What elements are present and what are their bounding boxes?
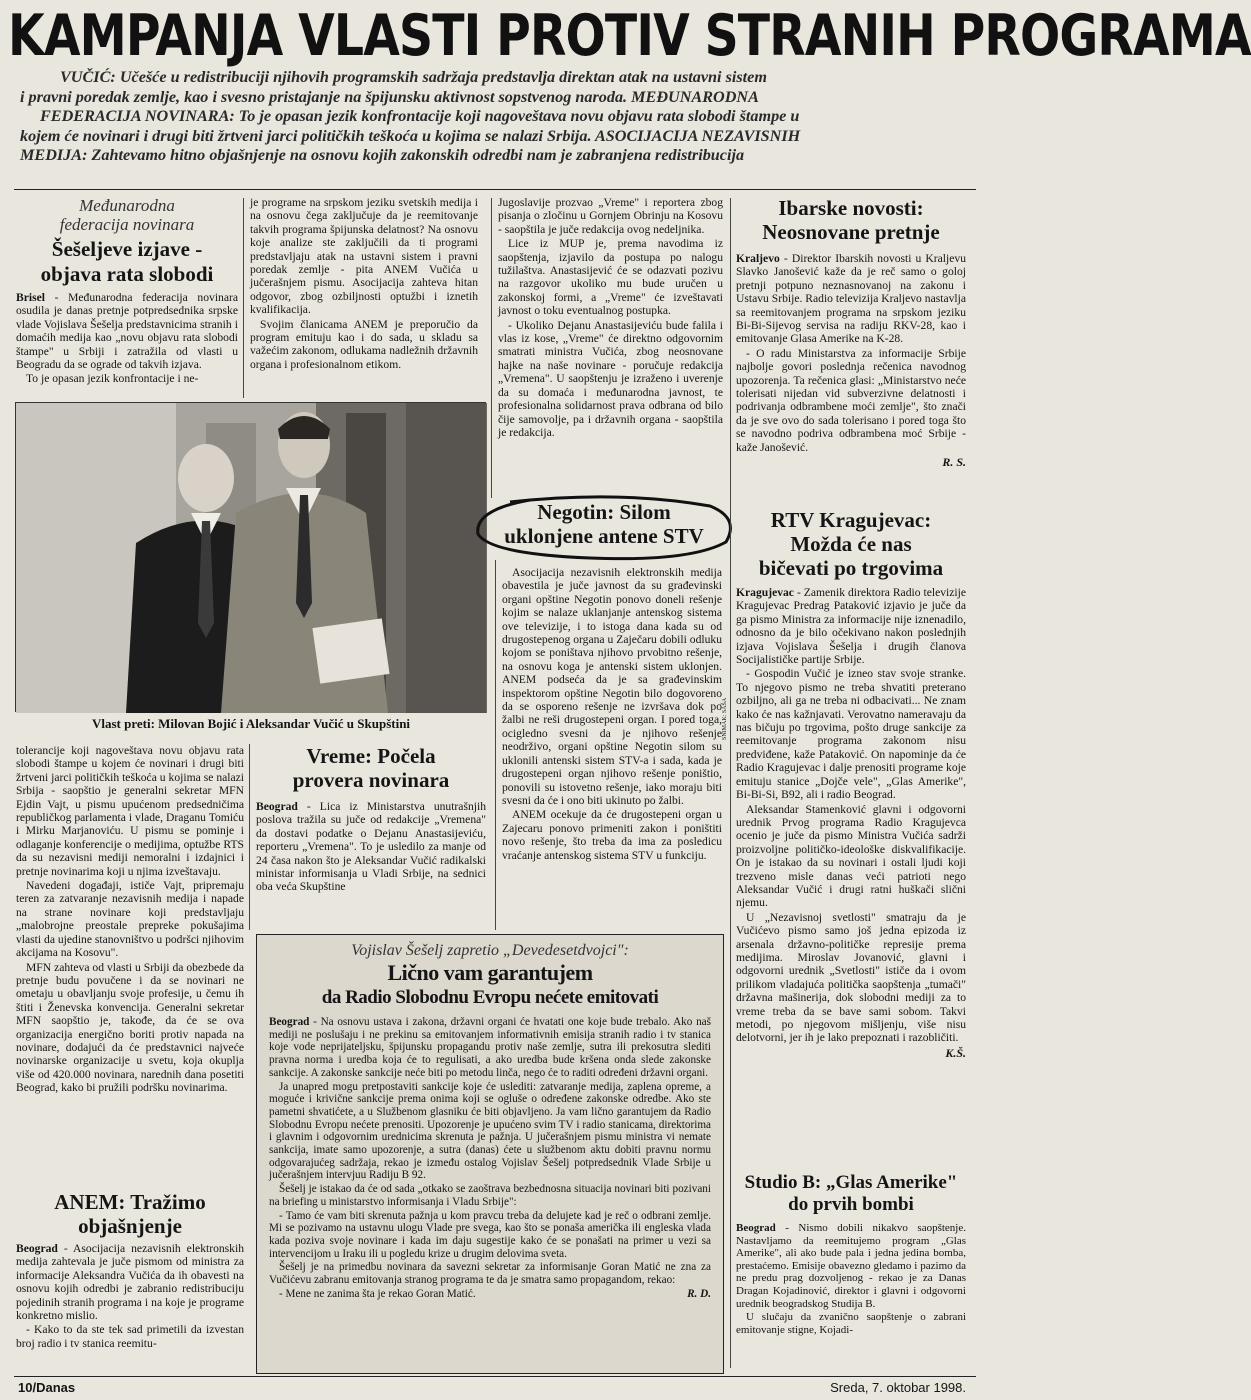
article-title: Šešeljeve izjave -	[51, 237, 203, 261]
article-paragraph: Kragujevac - Zamenik direktora Radio televizije Kragujevac Predrag Pataković izjavio je juče da ga pismo Ministra za informacije nije iznenadilo, odnosno da je bilo očekivano nakon poslednjih izjava Vojislava Šešelja i drugih članova Socijalističke partije Srbije.	[736, 586, 966, 667]
article-mfn-column-1	[16, 196, 238, 400]
article-paragraph: tolerancije koji nagoveštava novu objavu rata slobodi štampe u kojem će novinari i drugi biti žrtveni jarci političkih teškoća u kojima se nalazi Srbija - saopštio je generalni sekretar MFN Ejdin Vajt, u pismu upućenom predsedničima republičkog parlamenta i vlade, Draganu Tomiću i Mirku Marjanoviću. U pismu se pominje i odlaganje konferencije o medijima, optužbe RTS da su nezavisni mediji nemoralni i izdajnici i pretnje novinarima koji u njima izveštavaju.	[16, 744, 244, 878]
article-paragraph: Lice iz MUP je, prema navodima iz saopštenja, izjavilo da postupa po nalogu tužilaštva. Anastasijević će se odazvati pozivu na razgovor ukoliko mu bude uručen u zakonskoj formi, a „Vreme" će izveštavati javnost o toku eventualnog postupka.	[498, 237, 723, 318]
article-kragujevac	[736, 508, 966, 1168]
deck-line-1: VUČIĆ: Učešće u redistribuciji njihovih programskih sadržaja predstavlja direktan atak na ustavni sistem	[60, 68, 767, 86]
photo-image	[16, 403, 487, 713]
headline-deck	[20, 68, 972, 188]
article-paragraph: Aleksandar Stamenković glavni i odgovorni urednik Prvog programa Radio Kragujevca ocenio je juče da pismo Ministra Vučića sadrži proizvoljne političko-ideološke diskvalifikacije. On je istakao da su novinari i ostali ljudi koji trezveno misle danas veći patrioti nego Aleksandar Vučić i drugi ratni huškači slični njemu.	[736, 802, 966, 910]
article-paragraph: Asocijacija nezavisnih elektronskih medija obavestila je juče javnost da su građevinski organi opštine Negotin ponovo doneli rešenje kojim se nalaze uklanjanje antenskog sistema ove televizije, i to istoga dana kada su od drugostepenog organa u Zaječaru dobili odluku kojom se poništava njihovo prvobitno rešenje, na osnovu koga je antenski sistem uklonjen. ANEM podseća da je sa građevinskim inspektorom opštine Negotin bilo dogovoreno da se osporeno rešenje ne izvršava dok po žalbi ne reši drugostepeni organ. I pored toga, ocigledno svesni da je njihovo rešenje neodrživo, organi opštine Negotin silom su uklonili antenski sistem STV-a i sada, kada je drugostepeni organ njihovo rešenje poništio, ponovili su istovetno rešenje, iako moraju biti svesni da će i ono biti ukinuto po žalbi.	[502, 566, 722, 807]
article-paragraph: Ja unapred mogu pretpostaviti sankcije koje će uslediti: zatvaranje medija, zaplena opreme, a moguće i krivične sankcije prema onima koji se oglušе o određene zakonske odredbe. Ako ste pametni shvatićete, a u Službenom glasniku će biti objavljeno. Ja vam lično garantujem da Radio Slobodnu Evropu nećete prenositi. Upozorenje je upućeno svim TV i radio stanicama, direktorima i glavnim i odgovornim urednicima skrenuta je pažnja. U jučerašnjem pismu ministra vi nemate sankcija, imate samo upozorenje, a sutra (danas) ćete u službenom aktu dobiti pravnu normu odgovarajućeg sadržaja, rekao je između ostalog Vojislav Šešelj potpredsednik Vlade Srbije u jučerašnjem intervjuu Radiju B 92.	[269, 1080, 711, 1182]
column-divider	[495, 560, 496, 930]
negotin-headline-block	[470, 496, 738, 560]
dateline: Kragujevac	[736, 586, 794, 599]
article-paragraph: MFN zahteva od vlasti u Srbiji da obezbede da pretnje budu povučene i da se novinari ne ometaju u obavljanju svoje profesije, u čemu ih štiti i Ženevska konvencija. Generalni sekretar MFN saopštio je, takođe, da će se ova organizacija energično boriti protiv napada na novinare, dodajući da će predstavnici najveće novinarske organizacije u svetu, koja okuplja više od 420.000 novinara, narednih dana posetiti Beograd, kako bi pružili podršku novinarima.	[16, 960, 244, 1095]
dateline: Kraljevo	[736, 252, 780, 265]
dateline: Beograd	[736, 1222, 776, 1234]
article-title: RTV Kragujevac:	[770, 508, 932, 532]
column-divider	[249, 744, 250, 930]
article-paragraph: Beograd - Na osnovu ustava i zakona, državni organi će hvatati one koje bude trebalo. Ako naš mediji ne poslušaju i ne prekinu sa emitovanjem informativnih emisija stranih radio i tv stanica koje vode neprijateljsku, špijunsku propagandu protiv naše zemlje, sutra ili prekosutra slediti pravna norma i uredba koja će to regulisati, a ako uredba bude kršena onda slede zakonske sankcije. A zakonske sankcije neće biti po metodu linča, nego će to raditi određeni državni organi.	[269, 1016, 711, 1079]
footer-divider	[14, 1376, 976, 1377]
article-kicker: Vojislav Šešelj zapretio „Devedesetdvojci":	[351, 942, 629, 959]
article-mfn-continuation	[16, 744, 244, 1184]
article-title: Lično vam garantujem	[387, 960, 593, 985]
article-ibarske	[736, 196, 966, 496]
article-kicker: Međunarodna	[79, 196, 175, 215]
article-paragraph: Beograd - Asocijacija nezavisnih elektronskih medija zahtevala je juče pismom od ministra za informacije Aleksandra Vučića da ih obavesti na osnovu kojih odredbi je zabranio redistribuciju pojedinih stranih programa i na koje je programe konkretno mislio.	[16, 1242, 244, 1323]
article-paragraph: je programe na srpskom jeziku svetskih medija i na osnovu čega zaključuje da je reemitovanje takvih programa špijunska delatnost? Na osnovu koje analize ste zaključili da ti programi predstavljaju atak na ustavni sistem i pravni poredak zemlje - pita ANEM Vučića u jučerašnjem pismu. Asocijacija zahteva hitan odgovor, zbog ozbiljnosti optužbi i iznetih kvalifikacija.	[250, 196, 478, 317]
article-vreme-continuation	[498, 196, 723, 496]
dateline: Brisel	[16, 291, 45, 304]
deck-line-5: MEDIJA: Zahtevamo hitno objašnjenje na osnovu kojih zakonskih odredbi nam je zabranjena redistribucija	[20, 146, 745, 165]
article-paragraph: U slučaju da zvanično saopštenje o zabrani emitovanje stigne, Kojadi-	[736, 1311, 966, 1336]
article-title: ANEM: Tražimo	[54, 1190, 206, 1214]
deck-divider	[14, 189, 976, 190]
article-title: objava rata slobodi	[40, 262, 214, 286]
article-paragraph: Svojim članicama ANEM je preporučio da program emituju kao i do sada, u skladu sa važećim zakonom, odlukama nadležnih državnih organa i profesionalnom etikom.	[250, 317, 478, 371]
author-signature: R. S.	[942, 455, 966, 470]
article-seselj-box	[256, 934, 724, 1374]
article-paragraph: Brisel - Međunarodna federacija novinara osudila je danas pretnje potpredsednika srpske vlade Vojislava Šešelja predstavnicima stranih i domaćih medija kao „novu objavu rata slobodi štampe" u Srbiji i zatražila od vlasti u Beogradu da se ograde od takvih izjava.	[16, 291, 238, 372]
deck-line-2: i pravni poredak zemlje, kao i svesno pristajanje na špijunsku aktivnost sopstvenog naroda. MEĐUNARODNA	[20, 87, 759, 106]
article-title: Studio B: „Glas Amerike"	[744, 1172, 958, 1193]
dateline: Beograd	[269, 1016, 310, 1028]
deck-line-4: kojem će novinari i drugi biti žrtveni jarci političkih teškoća u kojima se nalazi Srbija. ASOCIJACIJA NEZAVISNIH	[20, 126, 801, 145]
article-paragraph: - O radu Ministarstva za informacije Srbije najbolje govori poslednja rečenica navodnog upozorenja. Ta rečenica glasi: „Ministarstvo neće tolerisati nijedan vid subverzivne delatnosti i podrivanja odbrambene moći zemlje", što znači da je sve ovo do sada tolerisano i pored toga što se navodno podriva odbrambena moć Srbije - kaže Janošević.	[736, 346, 966, 454]
article-title: objašnjenje	[78, 1214, 182, 1238]
article-paragraph: - Kako to da ste tek sad primetili da izvestan broj radio i tv stanica reemitu-	[16, 1323, 244, 1350]
dateline: Beograd	[256, 800, 298, 813]
article-paragraph: - Gospodin Vučić je izneo stav svoje stranke. To njegovo pismo ne treba shvatiti preterano ozbiljno, ali ga ne treba ni odbacivati... Ne znam kako će nas kažnjavati. Verovatno nameravaju da nas bičuju po trgovima, pošto druge sankcije za reemitovanje programa zakonom nisu predviđene, kaže Pataković. On napominje da će Radio Kragujevac i dalje prenositi programe koje emituju stanice „Dojče vele", „Glas Amerike", Bi-Bi-Si, B92, ali i radio Beograd.	[736, 667, 966, 802]
article-paragraph: U „Nezavisnoj svetlosti" smatraju da je Vučićevo pismo samo još jedna epizoda iz arsenala državno-političke represije prema medijima. Miroslav Jovanović, glavni i odgovorni urednik „Svetlosti" ističe da i ovom prilikom vladajuća politička saopštenja „tumači" državna mašinerija, dok slobodni mediji za to vreme treba da se bave sami sobom. Takvi metodi, po njegovom mišljenju, više nisu delotvorni, jer ih je lako prepoznati i razobličiti.	[736, 910, 966, 1045]
article-paragraph: ANEM ocekuje da će drugostepeni organ u Zajecaru ponovo primeniti zakon i poništiti novo rešenje, što treba da ima za posledicu vraćanje antenskog sistema STV u funkciju.	[502, 808, 722, 862]
article-paragraph: Kraljevo - Direktor Ibarskih novosti u Kraljevu Slavko Janošević kaže da je reč samo o goloj pretnji potpuno neznasnovanoj na zakonu i Ustavu Srbije. Radio televizija Kraljevo nastavlja sa reemitovanjem programa na srpskom jeziku Bi-Bi-Sijevog servisa na radiju RKV-28, kao i emitovanje Glasa Amerike na K-28.	[736, 252, 966, 346]
article-title: Negotin: Silom	[537, 500, 671, 524]
article-vreme	[256, 744, 486, 934]
article-title: Možda će nas	[790, 532, 912, 556]
article-title: do prvih bombi	[788, 1194, 914, 1215]
column-divider	[491, 198, 492, 498]
issue-date: Sreda, 7. oktobar 1998.	[830, 1380, 966, 1395]
dateline: Beograd	[16, 1242, 58, 1255]
article-paragraph: Šešelj je na primedbu novinara da savezni sekretar za informisanje Goran Matić ne zna za Vučićevu zabranu emitovanja stranog programa te da je smatra samo propagandom, rekao:	[269, 1261, 711, 1287]
article-anem	[16, 1190, 244, 1372]
photo-credit: SNIMAK: SAŠA	[722, 697, 728, 740]
article-paragraph: Šešelj je istakao da će od sada „otkako se zaoštrava bezbednosna situacija novinari biti pozivani na briefing u ministarstvo informisanja i Vladu Srbije":	[269, 1183, 711, 1208]
page-number: 10/Danas	[18, 1380, 76, 1395]
article-paragraph: To je opasan jezik konfrontacije i ne-	[26, 372, 199, 386]
author-signature: R. D.	[687, 1287, 711, 1300]
deck-line-3: FEDERACIJA NOVINARA: To je opasan jezik konfrontacije koji nagoveštava novu objavu rata slobodi štampe u	[40, 107, 800, 126]
photo-bojic-vucic	[15, 402, 486, 712]
article-title: Vreme: Počela	[306, 744, 436, 768]
article-paragraph: - Mene ne zanima šta je rekao Goran Matić. R. D.	[279, 1287, 711, 1300]
article-negotin	[502, 566, 722, 928]
article-title: bičevati po trgovima	[758, 556, 944, 580]
article-studio-b	[736, 1172, 966, 1372]
article-title: da Radio Slobodnu Evropu nećete emitovati	[321, 987, 659, 1008]
column-divider	[243, 198, 244, 398]
article-title: provera novinara	[292, 768, 450, 792]
article-kicker: federacija novinara	[59, 215, 195, 234]
article-paragraph: - Ukoliko Dejanu Anastasijeviću bude falila i vlas iz kose, „Vreme" će direktno odgovornim smatrati ministra Vučića, zbog neosnovane hajke na naše novinare - poručuje redakcija „Vremena". U saopštenju je izraženo i uverenje da su domaća i međunarodna javnost, te profesionalna solidarnost prava odbrana od bilo čije samovolje, pa i državnih organa - saopštila je redakcija.	[498, 318, 723, 439]
photo-caption: Vlast preti: Milovan Bojić i Aleksandar Vučić u Skupštini	[91, 716, 411, 731]
article-paragraph: Beograd - Nismo dobili nikakvo saopštenje. Nastavljamo da reemitujemo program „Glas Amerike", ali ako bude pala i jedna jedina bomba, prestaćemo. Emisije obavezno gledamo i pazimo da ne predu prag dozvoljenog - rekao je za Danas Dragan Kojadinović, direktor i glavni i odgovorni urednik beogradskog Studija B.	[736, 1222, 966, 1310]
author-signature: K.Š.	[945, 1045, 966, 1060]
article-title: uklonjene antene STV	[504, 524, 704, 548]
article-paragraph: Jugoslavije prozvao „Vreme" i reportera zbog pisanja o zločinu u Gornjem Obrinju na Kosovu - saopštila je juče redakcija ovog nedeljnika.	[498, 196, 723, 236]
article-paragraph: - Tamo će vam biti skrenuta pažnja u kom pravcu treba da delujete kad je reč o odbrani zemlje. Mi se pozivamo na ustavnu ulogu Vlade pre svega, kao što se ponaša američka ili engleska vlada kada poziva svoje novinare i kada im daju sugestije kako će se ponašati na primer u vezi sa intervencijom u Iraku ili u pogledu krize u drugim delovima sveta.	[269, 1209, 711, 1260]
column-divider	[730, 198, 731, 1368]
article-paragraph: Beograd - Lica iz Ministarstva unutrašnjih poslova tražila su juče od redakcije „Vremena" da dostavi podatke o Dejanu Anastasijeviću, reporteru „Vremena". To je usledilo za manje od 24 časa nakon što je Aleksandar Vučić radikalski ministar informisanja u Vladi Srbije, na sednici oba veća Skupštine	[256, 800, 486, 894]
page-headline: KAMPANJA VLASTI PROTIV STRANIH PROGRAMA	[8, 3, 1251, 69]
article-mfn-column-2	[250, 196, 478, 400]
article-title: Ibarske novosti:	[778, 196, 924, 220]
article-paragraph: Navedeni događaji, ističe Vajt, pripremaju teren za zatvaranje nezavisnih medija i napade na strane novinare koji predstavljaju „malobrojne preostale prepreke pokušajima vlasti da ujedine stanovništvo u podršci njihovim akcijama na Kosovu".	[16, 879, 244, 960]
article-title: Neosnovane pretnje	[762, 220, 940, 244]
